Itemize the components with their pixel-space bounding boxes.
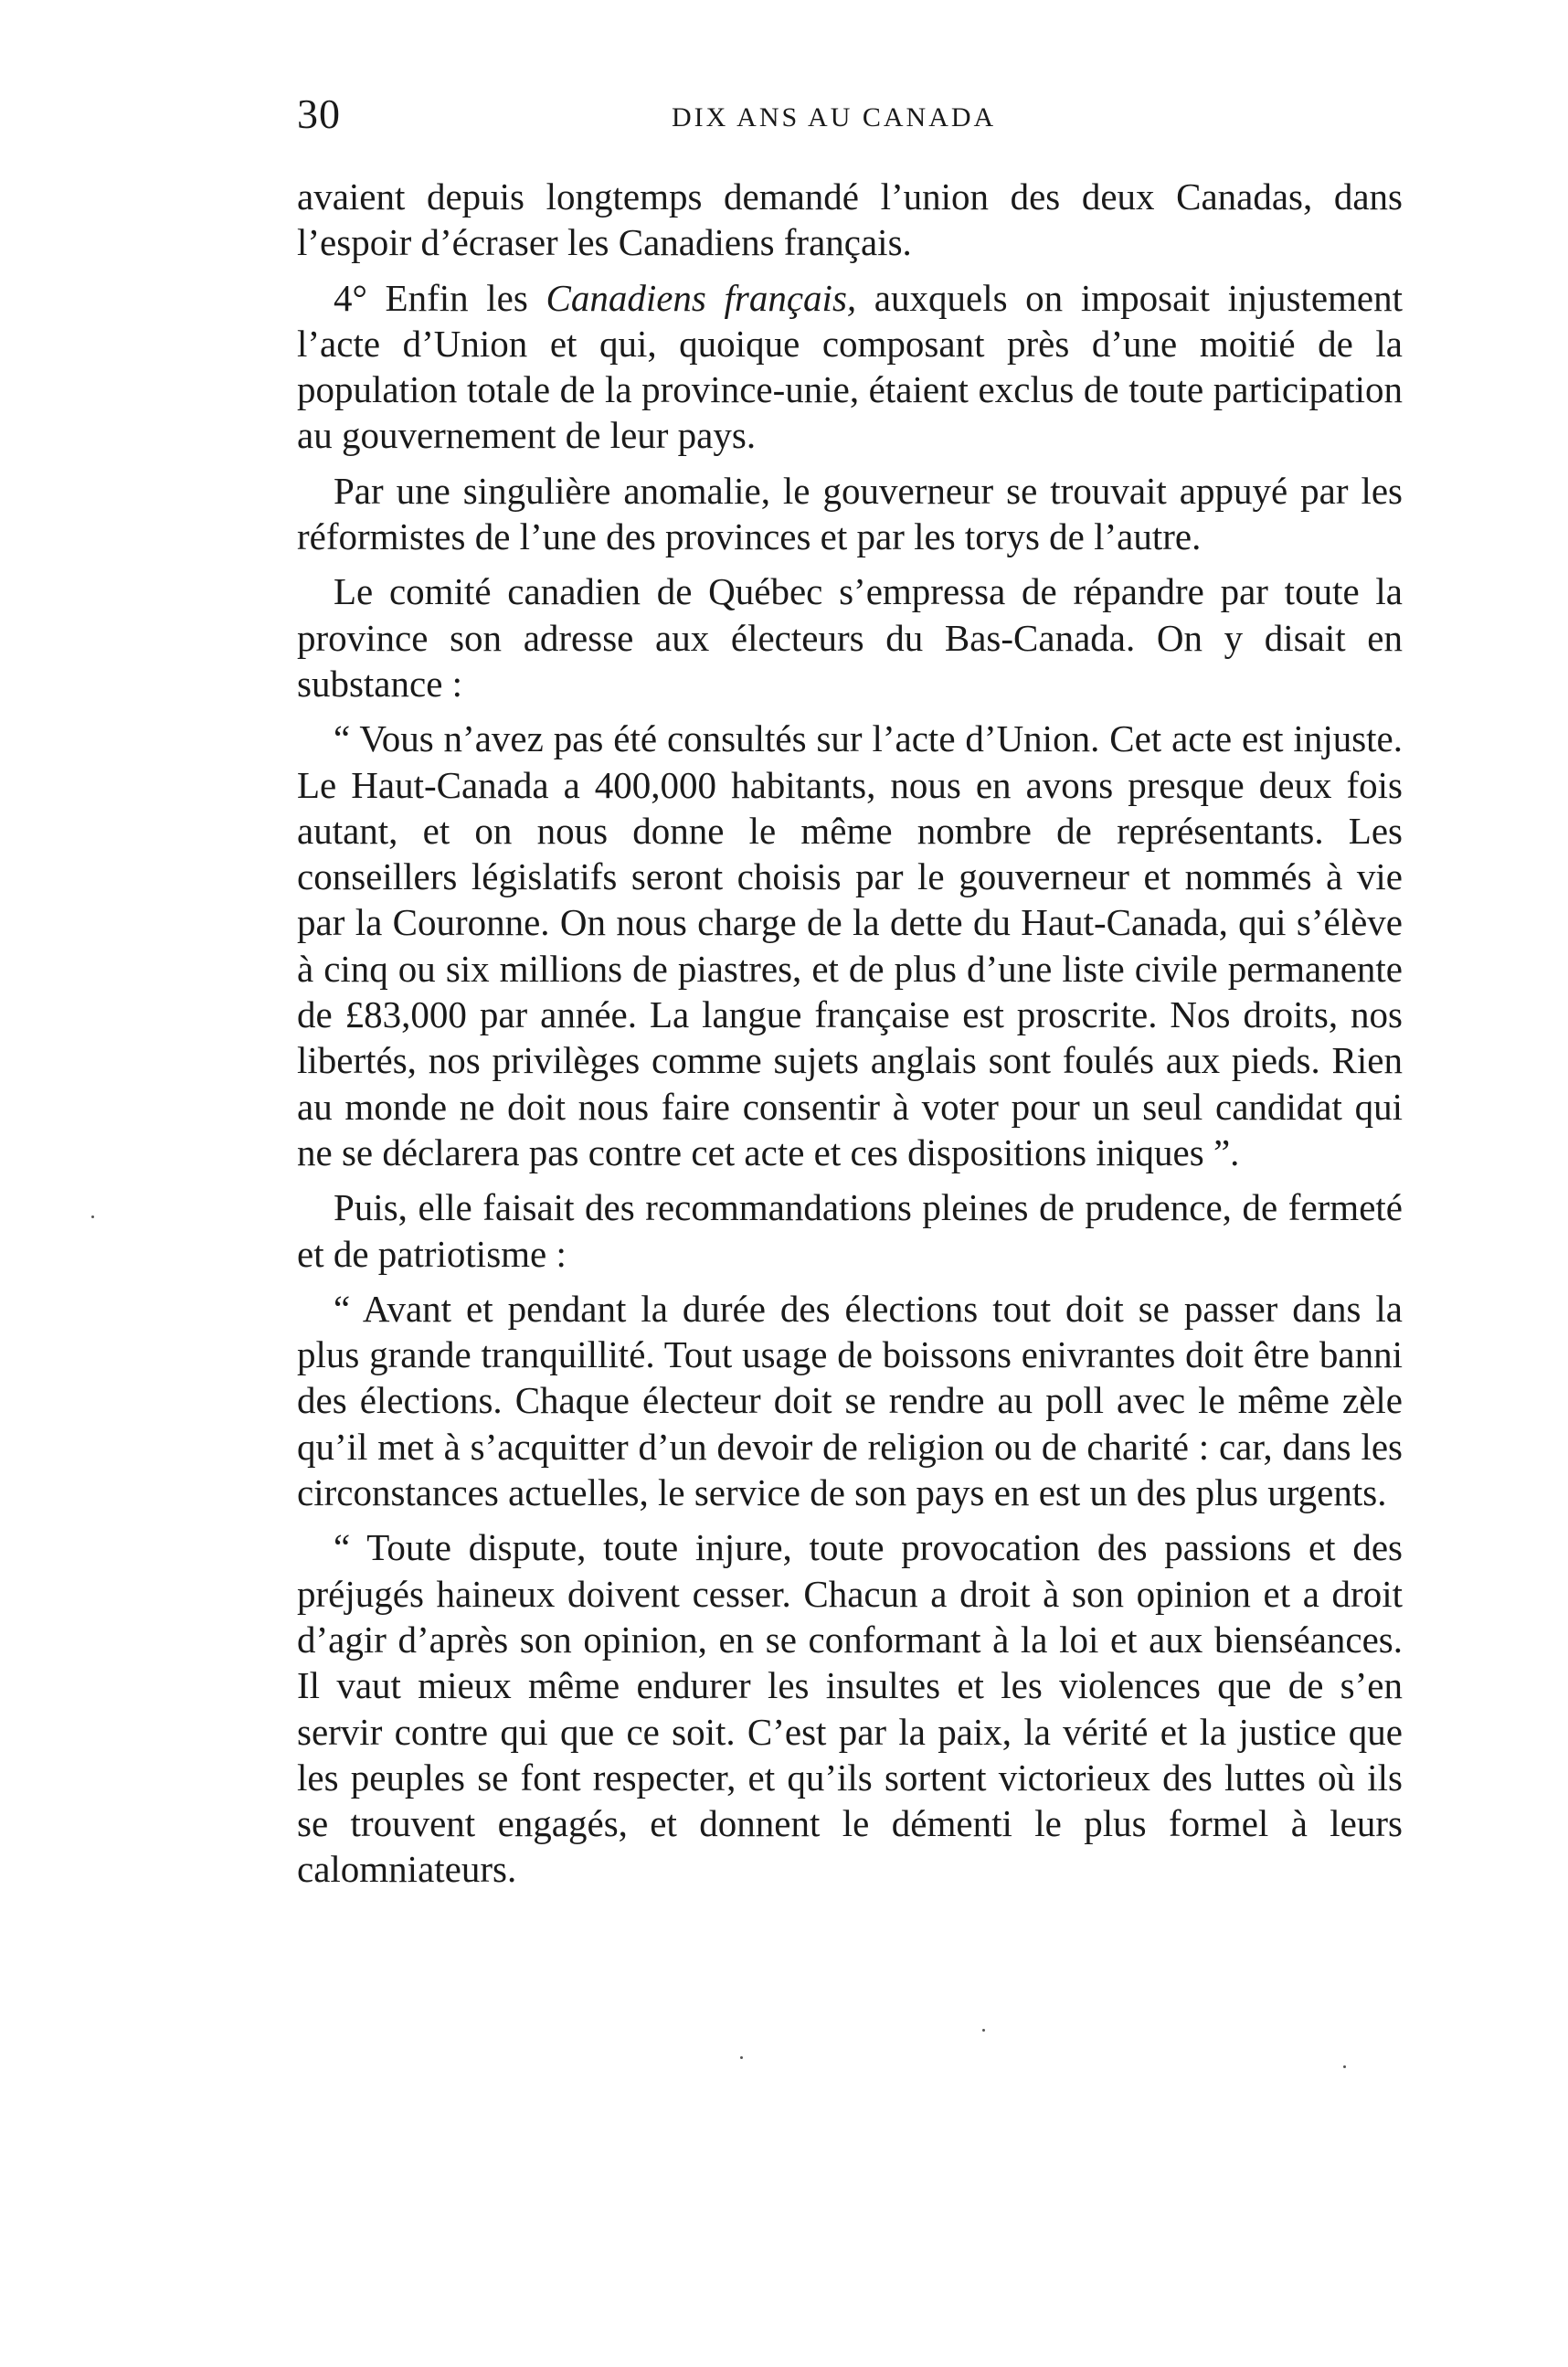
paragraph-2-prefix: 4° Enfin les bbox=[334, 276, 546, 319]
paragraph-1 bbox=[297, 174, 1403, 266]
paragraph-2-italic: Canadiens français, bbox=[546, 276, 857, 319]
paragraph-4-text: Le comité canadien de Québec s’empressa de répandre par toute la province son adresse aux électeurs du Bas-Canada. On y disait en substance : bbox=[297, 570, 1403, 705]
scan-speck bbox=[91, 1215, 94, 1218]
quote-paragraph-1 bbox=[297, 716, 1403, 1175]
quote-paragraph-3-text: “ Toute dispute, toute injure, toute provocation des passions et des préjugés haineux doivent cesser. Chacun a droit à son opinion et a droit d’agir d’après son opinion, en se conformant à la loi et aux bienséances. Il vaut mieux même endurer les insultes et les violences que de s’en servir contre qui que ce soit. C’est par la paix, la vérité et la justice que les peuples se font respecter, et qu’ils sortent victorieux des luttes où ils se trouvent engagés, et donnent le démenti le plus formel à leurs calomniateurs. bbox=[297, 1526, 1403, 1891]
scan-speck bbox=[1343, 2065, 1346, 2068]
scan-speck bbox=[740, 2056, 743, 2059]
quote-paragraph-2-text: “ Avant et pendant la durée des élections tout doit se passer dans la plus grande tranquillité. Tout usage de boissons enivrantes doit être banni des élections. Chaque électeur doit se rendre au poll avec le même zèle qu’il met à s’acquitter d’un devoir de religion ou de charité : car, dans les circonstances actuelles, le service de son pays en est un des plus urgents. bbox=[297, 1287, 1403, 1514]
quote-paragraph-2 bbox=[297, 1286, 1403, 1515]
paragraph-1-text: avaient depuis longtemps demandé l’union des deux Canadas, dans l’espoir d’écraser les Canadiens français. bbox=[297, 175, 1403, 264]
page-number: 30 bbox=[297, 90, 341, 137]
paragraph-5-text: Puis, elle faisait des recommandations pleines de prudence, de fermeté et de patriotisme : bbox=[297, 1186, 1403, 1275]
paragraph-5 bbox=[297, 1184, 1403, 1277]
scan-speck bbox=[982, 2029, 985, 2032]
body-text bbox=[297, 174, 1403, 1902]
paragraph-2-text: auxquels on imposait injustement l’acte d’Union et qui, quoique composant près d’une moitié de la population totale de la province-unie, étaient exclus de toute participation au gouvernement de leur pays. bbox=[297, 276, 1403, 457]
quote-paragraph-1-text: “ Vous n’avez pas été consultés sur l’acte d’Union. Cet acte est injuste. Le Haut-Canada a 400,000 habitants, nous en avons presque deux fois autant, et on nous donne le même nombre de représentants. Les conseillers législatifs seront choisis par le gouverneur et nommés à vie par la Couronne. On nous charge de la dette du Haut-Canada, qui s’élève à cinq ou six millions de piastres, et de plus d’une liste civile permanente de £83,000 par année. La langue française est proscrite. Nos droits, nos libertés, nos privilèges comme sujets anglais sont foulés aux pieds. Rien au monde ne doit nous faire consentir à voter pour un seul candidat qui ne se déclarera pas contre cet acte et ces dispositions iniques ”. bbox=[297, 717, 1403, 1173]
running-head: DIX ANS AU CANADA bbox=[672, 102, 997, 133]
paragraph-2 bbox=[297, 275, 1403, 459]
paragraph-3 bbox=[297, 468, 1403, 560]
paragraph-3-text: Par une singulière anomalie, le gouverneur se trouvait appuyé par les réformistes de l’une des provinces et par les torys de l’autre. bbox=[297, 469, 1403, 558]
quote-paragraph-3 bbox=[297, 1524, 1403, 1892]
paragraph-4 bbox=[297, 568, 1403, 706]
page-header bbox=[297, 87, 1403, 151]
